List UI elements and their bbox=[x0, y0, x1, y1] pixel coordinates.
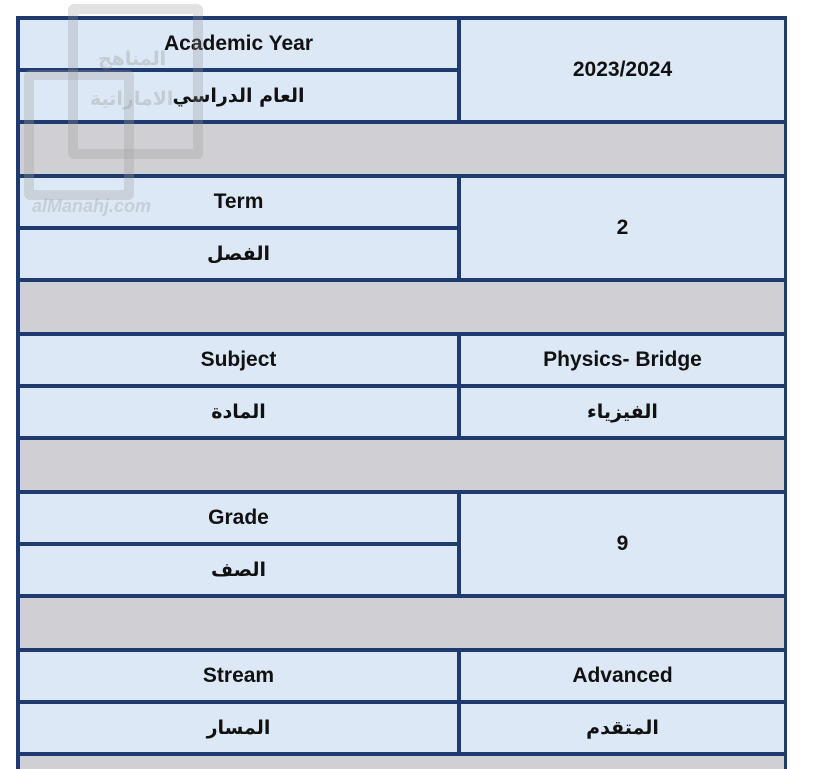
watermark-text: المناهج bbox=[98, 48, 167, 70]
subject-value-ar: الفيزياء bbox=[461, 388, 784, 436]
grade-label-en: Grade bbox=[20, 494, 457, 542]
term-value: 2 bbox=[461, 178, 784, 278]
academic-year-value: 2023/2024 bbox=[461, 20, 784, 120]
academic-year-label-ar: العام الدراسي bbox=[20, 72, 457, 120]
subject-label-ar: المادة bbox=[20, 388, 457, 436]
subject-label-en: Subject bbox=[20, 336, 457, 384]
subject-value-en: Physics- Bridge bbox=[461, 336, 784, 384]
spacer-row bbox=[20, 598, 784, 648]
stream-value-en: Advanced bbox=[461, 652, 784, 700]
watermark-text: الاماراتية bbox=[90, 88, 174, 110]
stream-value-ar: المتقدم bbox=[461, 704, 784, 752]
info-table bbox=[16, 16, 787, 769]
spacer-row bbox=[20, 440, 784, 490]
academic-year-label-en: Academic Year bbox=[20, 20, 457, 68]
grade-value: 9 bbox=[461, 494, 784, 594]
grade-label-ar: الصف bbox=[20, 546, 457, 594]
stream-label-en: Stream bbox=[20, 652, 457, 700]
watermark-site: alManahj.com bbox=[32, 196, 152, 216]
term-label-en: Term bbox=[20, 178, 457, 226]
spacer-row bbox=[20, 124, 784, 174]
stream-label-ar: المسار bbox=[20, 704, 457, 752]
spacer-row bbox=[20, 756, 784, 769]
spacer-row bbox=[20, 282, 784, 332]
term-label-ar: الفصل bbox=[20, 230, 457, 278]
